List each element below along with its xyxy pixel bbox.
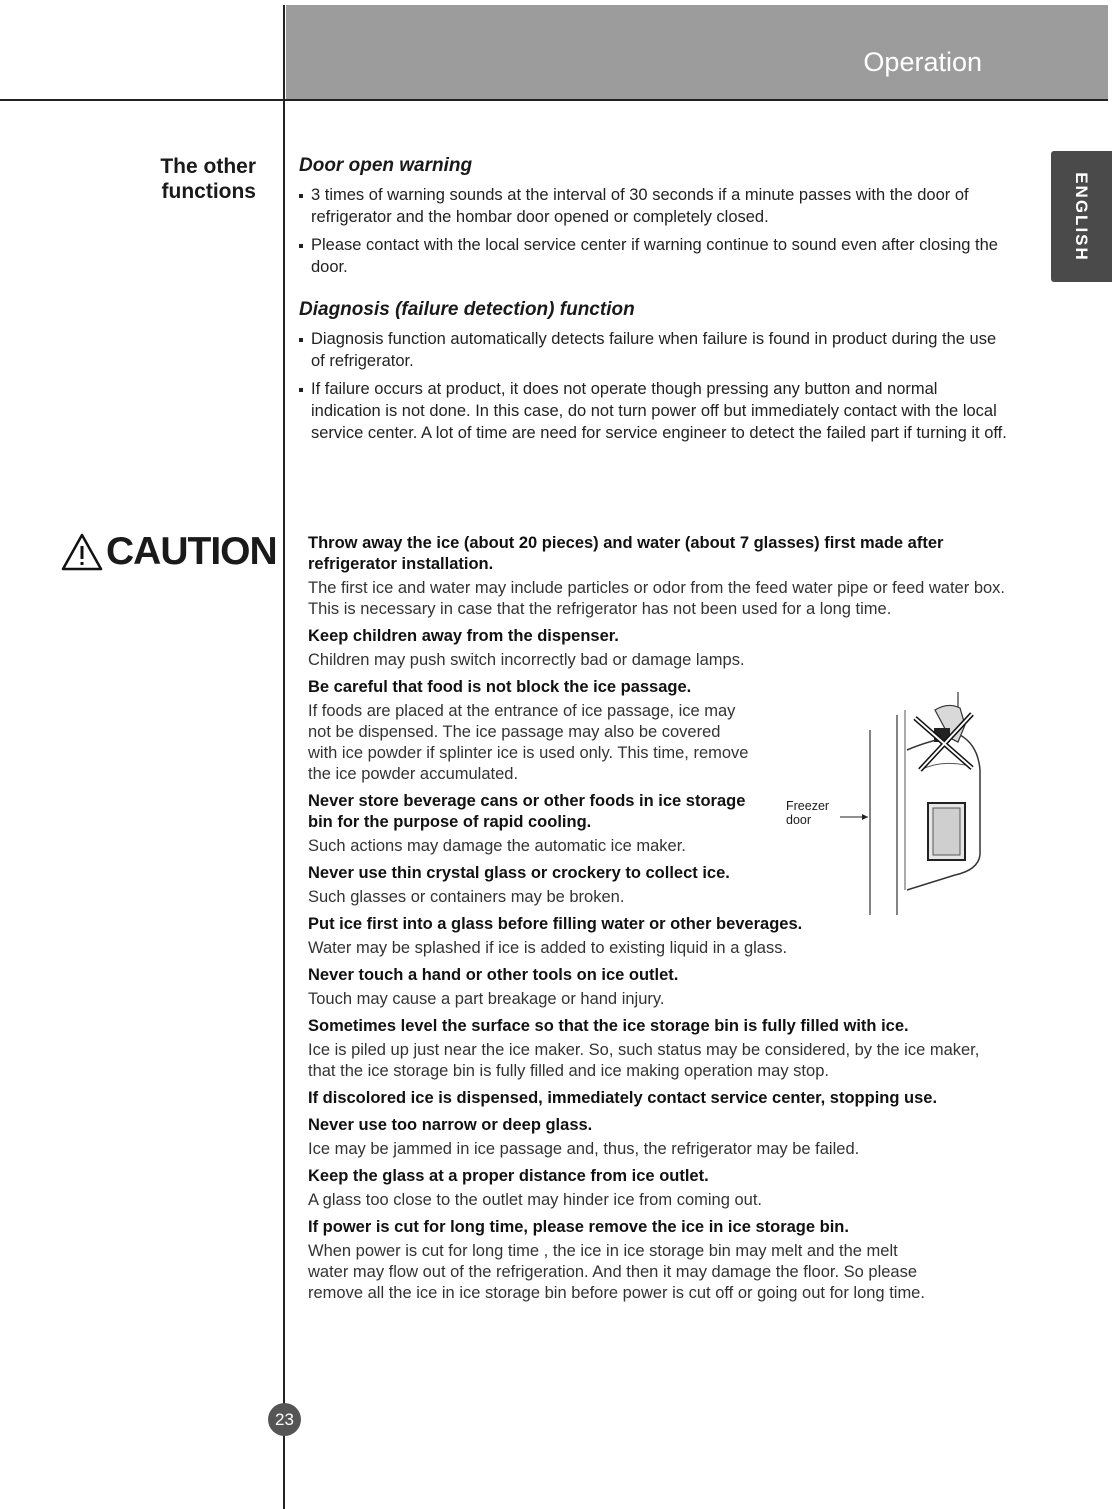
caution-item-body: Ice may be jammed in ice passage and, thus, the refrigerator may be failed. bbox=[308, 1140, 860, 1158]
caution-item-body: Touch may cause a part breakage or hand injury. bbox=[308, 990, 665, 1008]
freezer-door-label-line1: Freezer bbox=[786, 799, 830, 813]
freezer-door-label-line2: door bbox=[786, 813, 812, 827]
caution-list bbox=[308, 533, 1008, 1310]
list-item: Diagnosis function automatically detects failure when failure is found in product during the use of refrigerator. bbox=[299, 328, 1009, 372]
caution-text: CAUTION bbox=[106, 530, 277, 573]
caution-item-heading: Never use too narrow or deep glass. bbox=[308, 1116, 593, 1134]
caution-item-body: Such actions may damage the automatic ice maker. bbox=[308, 837, 686, 855]
caution-item-body: Such glasses or containers may be broken. bbox=[308, 888, 625, 906]
page-title: Operation bbox=[863, 47, 982, 77]
caution-item-body: When power is cut for long time , the ice in ice storage bin may melt and the melt water may flow out of the refrigeration. And then it may damage the floor. So please remove all the ice in ice storage bin before power is cut off or going out for long time. bbox=[308, 1242, 925, 1302]
language-tab-label: ENGLISH bbox=[1072, 172, 1091, 262]
caution-item-heading: Keep children away from the dispenser. bbox=[308, 627, 619, 645]
caution-item-heading: Never touch a hand or other tools on ice outlet. bbox=[308, 966, 679, 984]
section-label bbox=[160, 154, 256, 204]
header-bar bbox=[286, 5, 1108, 99]
caution-label bbox=[60, 530, 277, 574]
header-divider bbox=[0, 99, 1108, 101]
caution-item-heading: Never use thin crystal glass or crockery to collect ice. bbox=[308, 864, 730, 882]
section-label-line2: functions bbox=[161, 180, 256, 203]
warning-triangle-icon bbox=[60, 532, 104, 572]
caution-item-body: Ice is piled up just near the ice maker. So, such status may be considered, by the ice maker, that the ice storage bin is fully filled and ice making operation may stop. bbox=[308, 1041, 980, 1080]
caution-item-heading: Keep the glass at a proper distance from ice outlet. bbox=[308, 1167, 709, 1185]
column-divider bbox=[283, 5, 285, 1509]
caution-item-body: The first ice and water may include particles or odor from the feed water pipe or feed water box. This is necessary in case that the refrigerator has not been used for a long time. bbox=[308, 579, 1006, 618]
caution-item-heading: Put ice first into a glass before filling water or other beverages. bbox=[308, 915, 803, 933]
caution-item-heading: If discolored ice is dispensed, immediately contact service center, stopping use. bbox=[308, 1089, 938, 1107]
functions-content bbox=[299, 154, 1009, 450]
caution-item-heading: If power is cut for long time, please remove the ice in ice storage bin. bbox=[308, 1218, 849, 1236]
caution-item-heading: Be careful that food is not block the ice passage. bbox=[308, 678, 692, 696]
door-warning-heading: Door open warning bbox=[299, 155, 473, 176]
list-item: Please contact with the local service center if warning continue to sound even after closing the door. bbox=[299, 234, 1009, 278]
caution-item-heading: Throw away the ice (about 20 pieces) and water (about 7 glasses) first made after refrigerator installation. bbox=[308, 534, 944, 573]
section-label-line1: The other bbox=[160, 155, 256, 178]
caution-item-body: If foods are placed at the entrance of ice passage, ice may not be dispensed. The ice passage may also be covered with ice powder if splinter ice is used only. This time, remove the ice powder accumulated. bbox=[308, 702, 749, 783]
diagnosis-heading: Diagnosis (failure detection) function bbox=[299, 299, 635, 320]
list-item: 3 times of warning sounds at the interval of 30 seconds if a minute passes with the door of refrigerator and the hombar door opened or completely closed. bbox=[299, 184, 1009, 228]
door-warning-list bbox=[299, 184, 1009, 278]
list-item: If failure occurs at product, it does not operate though pressing any button and normal indication is not done. In this case, do not turn power off but immediately contact with the local service center. A lot of time are need for service engineer to detect the failed part if turning it off. bbox=[299, 378, 1009, 444]
caution-item-body: A glass too close to the outlet may hinder ice from coming out. bbox=[308, 1191, 762, 1209]
diagnosis-list bbox=[299, 328, 1009, 444]
caution-item-body: Water may be splashed if ice is added to existing liquid in a glass. bbox=[308, 939, 788, 957]
freezer-door-label bbox=[786, 799, 829, 827]
caution-item-body: Children may push switch incorrectly bad or damage lamps. bbox=[308, 651, 745, 669]
page-number: 23 bbox=[268, 1403, 301, 1436]
caution-item-heading: Never store beverage cans or other foods in ice storage bin for the purpose of rapid cooling. bbox=[308, 792, 746, 831]
language-tab bbox=[1051, 151, 1112, 282]
caution-item-heading: Sometimes level the surface so that the ice storage bin is fully filled with ice. bbox=[308, 1017, 909, 1035]
